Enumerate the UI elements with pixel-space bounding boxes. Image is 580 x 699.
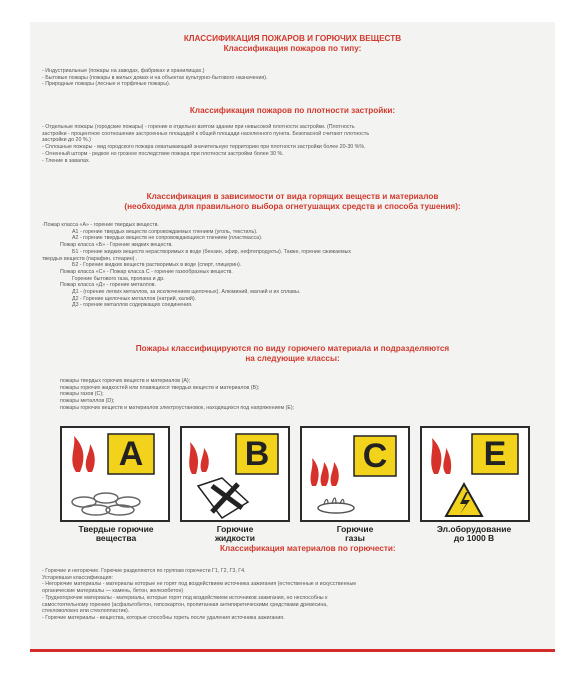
list-item: стекловолокно или стеклопластик). xyxy=(42,608,130,615)
class-letter: E xyxy=(483,435,507,473)
fire-class-panels xyxy=(60,426,530,522)
list-item: Б1 - горение жидких веществ нерастворимых в воде (бензин, эфир, нефтепродукты). Также, горение сжижаемых xyxy=(72,248,352,255)
class-c-panel xyxy=(300,426,410,522)
list-item: - Природные пожары (лесные и торфяные пожары). xyxy=(42,81,171,88)
class-e-caption xyxy=(414,525,534,543)
class-e-panel xyxy=(420,426,530,522)
class-a-panel xyxy=(60,426,170,522)
list-item: - Тление в завалах. xyxy=(42,157,91,164)
list-item: Пожар класса «Б» - Горение жидких веществ. xyxy=(60,242,173,249)
list-item: пожары металлов (D); xyxy=(60,398,115,405)
list-item: пожары твердых горючих веществ и материалов (A); xyxy=(60,378,191,384)
list-item: застройки - процентное соотношение застроенных площадей к общей площади населенного пункта. Безопасной считают плотность xyxy=(42,130,370,137)
caption-line: Эл.оборудование xyxy=(436,524,512,534)
class-letter: C xyxy=(362,437,388,475)
substance-heading: Классификация в зависимости от вида горящих веществ и материалов xyxy=(146,192,439,201)
list-item: - Трудногорючие материалы - материалы, которые горят под воздействием источников зажигания, но неспособны к xyxy=(42,594,328,601)
substance-heading-note: (необходима для правильного выбора огнетушащих средств и способа тушения): xyxy=(124,202,461,211)
bottom-accent-line xyxy=(30,649,555,652)
wood-logs-icon xyxy=(72,493,140,515)
type-heading: Классификация пожаров по типу: xyxy=(223,44,362,53)
list-item: Горение бытового газа, пропана и др. xyxy=(72,275,165,282)
class-b-panel xyxy=(180,426,290,522)
list-item: пожары горючих веществ и материалов электроустановок, находящихся под напряжением (E); xyxy=(60,404,295,411)
type-list xyxy=(42,68,543,88)
class-letter: B xyxy=(244,435,270,473)
density-section xyxy=(42,106,543,116)
list-item: Д3 - горение металлов содержащих соединения. xyxy=(72,302,193,309)
list-item: пожары газов (C); xyxy=(60,391,104,398)
list-item: самостоятельному горению (асфальтобетон, гипсокартон, пропитанная антипиретическими средствами древесина, xyxy=(42,601,328,608)
density-heading: Классификация пожаров по плотности застройки: xyxy=(189,106,396,115)
list-item: - Индустриальные (пожары на заводах, фабриках и хранилищах.) xyxy=(42,68,205,74)
list-item: - Горючие и негорючие. Горючие разделяются по группам горючести Г1, Г2, Г3, Г4. xyxy=(42,568,246,574)
density-list xyxy=(42,124,543,164)
list-item: - Огненный шторм - редкое но грозное последствие пожара при плотности застройки более 30 %. xyxy=(42,150,284,157)
list-item: органические материалы — камень, бетон, железобетон) xyxy=(42,588,184,595)
caption-line: газы xyxy=(345,533,365,543)
list-item: Устаревшая классификация: xyxy=(42,574,113,581)
combustibility-section xyxy=(220,544,543,554)
high-voltage-warning-icon xyxy=(446,484,482,516)
list-item: А2 - горение твердых веществ не сопровождающихся тлением (пластмасса). xyxy=(72,235,263,242)
list-item: Б2 - Горение жидких веществ растворимых в воде (спирт, глицерин). xyxy=(72,262,242,269)
page-title: КЛАССИФИКАЦИЯ ПОЖАРОВ И ГОРЮЧИХ ВЕЩЕСТВ xyxy=(183,34,402,43)
list-item: твердых веществ (парафин, стеарин) . xyxy=(42,255,138,262)
list-item: - Бытовые пожары (пожары в жилых домах и на объектах культурно-бытового назначения). xyxy=(42,74,268,81)
class-c-caption xyxy=(296,525,414,543)
material-heading-note: на следующие классы: xyxy=(245,354,340,363)
list-item: Д2 - Горение щелочных металлов (натрий, калий). xyxy=(72,295,197,302)
substance-list xyxy=(42,222,543,309)
material-list xyxy=(42,378,543,412)
class-a-caption xyxy=(58,525,174,543)
caption-line: до 1000 В xyxy=(453,533,495,543)
material-heading: Пожары классифицируются по виду горючего материала и подразделяются xyxy=(135,344,450,353)
caption-line: Горючие xyxy=(336,524,374,534)
list-item: Пожар класса «С» - Пожар класса С - горение газообразных веществ. xyxy=(60,268,233,275)
class-letter: A xyxy=(118,435,144,473)
gas-burner-icon xyxy=(318,498,354,513)
list-item: - Негорючие материалы - материалы которые не горят под воздействием источника зажигания (естественные и искусственные xyxy=(42,581,357,588)
list-item: застройки до 20 %.) xyxy=(42,137,91,144)
caption-line: Твердые горючие xyxy=(78,524,154,534)
list-item: - Горючие материалы - вещества, которые способны гореть после удаления источника зажигания. xyxy=(42,614,285,621)
class-b-caption xyxy=(176,525,294,543)
substance-section xyxy=(42,192,543,212)
poster-sheet xyxy=(30,22,555,652)
list-item: ·Пожар класса «А» - горение твердых веществ. xyxy=(42,222,159,228)
list-item: пожары горючих жидкостей или плавящихся твердых веществ и материалов (B); xyxy=(60,384,260,391)
list-item: - Отдельные пожары (городские пожары) - горение в отдельно взятом здании при невысокой плотности застройки. (Плотность xyxy=(42,124,355,130)
combustibility-list xyxy=(42,568,543,622)
material-section xyxy=(42,344,543,364)
list-item: - Сплошные пожары - вид городского пожара охватывающий значительную территорию при плотности застройки более 20-30 %%. xyxy=(42,144,366,151)
list-item: А1 - горение твердых веществ сопровождаемых тлением (уголь, текстиль). xyxy=(72,228,258,235)
liquid-can-icon xyxy=(198,478,248,518)
caption-line: жидкости xyxy=(215,533,255,543)
caption-line: вещества xyxy=(95,533,137,543)
caption-line: Горючие xyxy=(216,524,254,534)
header xyxy=(42,34,543,54)
list-item: Д1 - (горение легких металлов, за исключением щелочных). Алюминий, магний и их сплавы. xyxy=(72,289,301,296)
combustibility-heading: Классификация материалов по горючести: xyxy=(220,544,396,553)
list-item: Пожар класса «Д» - горение металлов. xyxy=(60,282,157,289)
